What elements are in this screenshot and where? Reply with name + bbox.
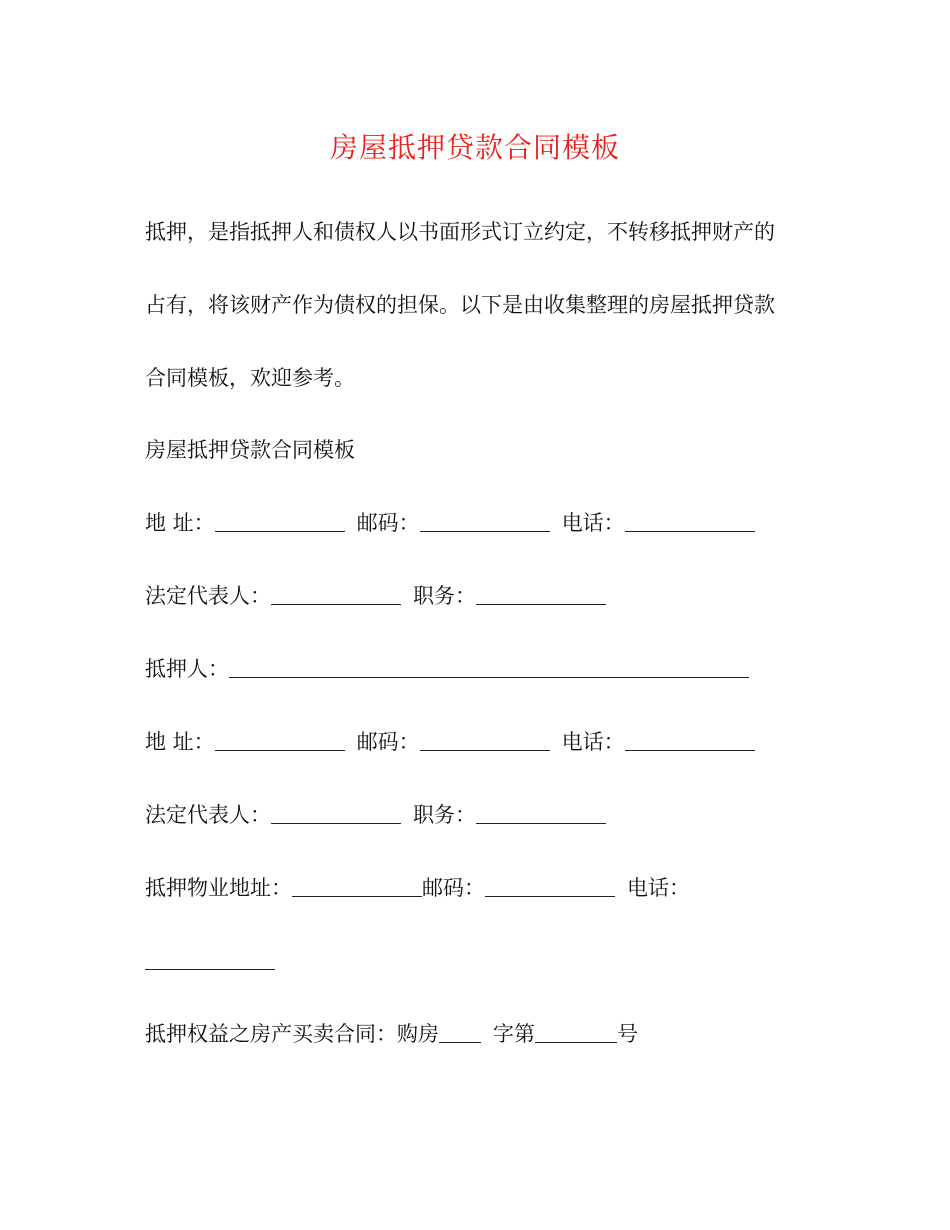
property-phone-row (145, 946, 275, 976)
contract-prefix-blank[interactable] (439, 1022, 481, 1043)
phone-label: 电话： (561, 511, 625, 535)
legal-rep-blank[interactable] (271, 803, 401, 824)
property-phone-label: 电话： (627, 876, 690, 900)
position-blank[interactable] (476, 803, 606, 824)
postcode-blank[interactable] (420, 730, 550, 751)
contract-row (145, 1019, 638, 1049)
legal-rep-label: 法定代表人： (145, 803, 271, 827)
intro-line-1: 抵押，是指抵押人和债权人以书面形式订立约定，不转移抵押财产的 (145, 220, 775, 244)
intro-line-3: 合同模板，欢迎参考。 (145, 366, 355, 390)
contract-end-label: 号 (617, 1022, 638, 1046)
party2-contact-row (145, 727, 755, 757)
phone-blank[interactable] (625, 730, 755, 751)
legal-rep-label: 法定代表人： (145, 584, 271, 608)
address-blank[interactable] (215, 730, 345, 751)
position-label: 职务： (413, 584, 476, 608)
document-title: 房屋抵押贷款合同模板 (329, 131, 620, 164)
section-subtitle: 房屋抵押贷款合同模板 (145, 438, 355, 462)
intro-line-2: 占有，将该财产作为债权的担保。以下是由收集整理的房屋抵押贷款 (145, 293, 775, 317)
address-label: 地 址： (145, 730, 215, 754)
position-blank[interactable] (476, 584, 606, 605)
property-row (145, 873, 690, 903)
mortgagor-blank[interactable] (229, 657, 749, 678)
property-postcode-blank[interactable] (485, 876, 615, 897)
property-address-blank[interactable] (292, 876, 422, 897)
contract-number-blank[interactable] (535, 1022, 617, 1043)
property-address-label: 抵押物业地址： (145, 876, 292, 900)
contract-label: 抵押权益之房产买卖合同：购房 (145, 1022, 439, 1046)
address-blank[interactable] (215, 511, 345, 532)
phone-blank[interactable] (625, 511, 755, 532)
address-label: 地 址： (145, 511, 215, 535)
property-postcode-label: 邮码： (422, 876, 485, 900)
postcode-label: 邮码： (356, 730, 420, 754)
mortgagor-label: 抵押人： (145, 657, 229, 681)
position-label: 职务： (413, 803, 476, 827)
party1-rep-row (145, 581, 606, 611)
postcode-label: 邮码： (356, 511, 420, 535)
contract-mid-label: 字第 (493, 1022, 535, 1046)
phone-label: 电话： (561, 730, 625, 754)
party1-contact-row (145, 508, 755, 538)
party2-rep-row (145, 800, 606, 830)
property-phone-blank[interactable] (145, 949, 275, 970)
postcode-blank[interactable] (420, 511, 550, 532)
legal-rep-blank[interactable] (271, 584, 401, 605)
mortgagor-row (145, 654, 749, 684)
